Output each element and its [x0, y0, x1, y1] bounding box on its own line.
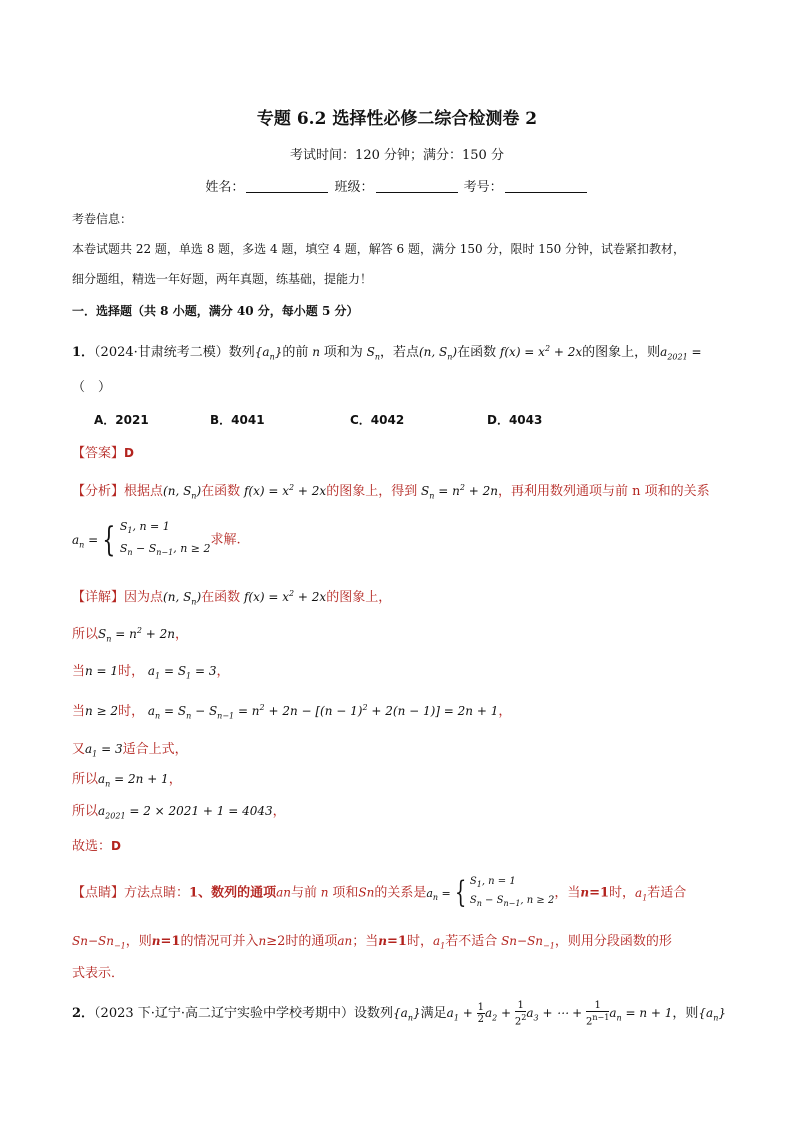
number-blank[interactable]: [505, 179, 587, 193]
student-info-row: [0, 176, 794, 195]
detail-line-7: 所以$a_{2021} = 2 \times 2021 + 1 = 4043$，: [72, 804, 286, 821]
detail-line-1: 【详解】因为点(n, $S_n$)在函数 $f(x) = x^2 + 2x$的图象上，: [72, 589, 392, 607]
option-d[interactable]: D．4043: [487, 413, 543, 427]
name-blank[interactable]: [246, 179, 328, 193]
class-blank[interactable]: [376, 179, 458, 193]
question-2-stem: 2．（2023 下·辽宁·高二辽宁实验中学校考期中）设数列$\{a_n\}$满足$a_1$ + $\frac{1}{2}$ $a_2$ + $\frac{1}{2^2}$ $a_3$ + ⋯ + $\frac{1}{2^{n-1}}$ $a_n = n + 1$，则$\{a_n\}$: [72, 1000, 726, 1028]
question-1-stem: 1．（2024·甘肃统考二模）数列$\{a_n\}$的前 n 项和为 $S_n$，若点(n, $S_n$)在函数 $f(x) = x^2 + 2x$的图象上，则$a_{2021}$ =: [72, 344, 702, 362]
comment-line-1: 【点睛】方法点睛：1、数列的通项an与前 n 项和Sn的关系是$a_n$ = { $S_1$, n = 1 $S_n - S_{n-1}$, n ≥ 2 ，当n=1时，$a_1$若适合: [72, 875, 687, 910]
analysis-line: 【分析】根据点(n, $S_n$)在函数 $f(x) = x^2 + 2x$的图象上，得到 $S_n = n^2 + 2n$，再利用数列通项与前 n 项和的关系: [72, 483, 710, 501]
detail-line-6: 所以$a_n = 2n + 1$，: [72, 772, 182, 789]
class-label: 班级：: [334, 180, 374, 195]
name-label: 姓名：: [205, 180, 245, 195]
detail-line-3: 当n = 1时， $a_1 = S_1 = 3$，: [72, 664, 230, 681]
number-label: 考号：: [463, 180, 503, 195]
question-1-paren: （ ）: [72, 380, 112, 395]
analysis-formula: $a_n$ = { $S_1$, n = 1 $S_n - S_{n-1}$, n ≥ 2 求解.: [72, 520, 241, 561]
exam-notes-line1: 本卷试题共 22 题，单选 8 题，多选 4 题，填空 4 题，解答 6 题，满分 150 分，限时 150 分钟，试卷紧扣教材，: [72, 242, 686, 256]
comment-line-2: $Sn-Sn_{-1}$，则n=1的情况可并入n≥2时的通项an；当n=1时，$a_1$若不适合 $Sn-Sn_{-1}$，则用分段函数的形: [72, 934, 672, 951]
exam-info: 考试时间：120 分钟；满分：150 分: [290, 148, 504, 163]
option-a[interactable]: A．2021: [94, 413, 149, 427]
detail-line-5: 又$a_1 = 3$适合上式，: [72, 742, 188, 759]
detail-line-4: 当n ≥ 2时， $a_n = S_n - S_{n-1} = n^2 + 2n - [(n - 1)^2 + 2(n - 1)] = 2n + 1$，: [72, 703, 512, 721]
exam-notes-line2: 细分题组，精选一年好题，两年真题，练基础，提能力！: [72, 272, 373, 286]
detail-line-8: 故选：D: [72, 839, 121, 854]
page-title: 专题 6.2 选择性必修二综合检测卷 2: [256, 109, 538, 129]
section-heading: 一．选择题（共 8 小题，满分 40 分，每小题 5 分）: [72, 304, 359, 318]
answer-line: 【答案】D: [72, 446, 134, 461]
detail-line-2: 所以$S_n = n^2 + 2n$，: [72, 626, 188, 644]
option-c[interactable]: C．4042: [350, 413, 405, 427]
option-b[interactable]: B．4041: [210, 413, 265, 427]
comment-line-3: 式表示．: [72, 966, 125, 981]
exam-notes-label: 考卷信息：: [72, 212, 133, 226]
